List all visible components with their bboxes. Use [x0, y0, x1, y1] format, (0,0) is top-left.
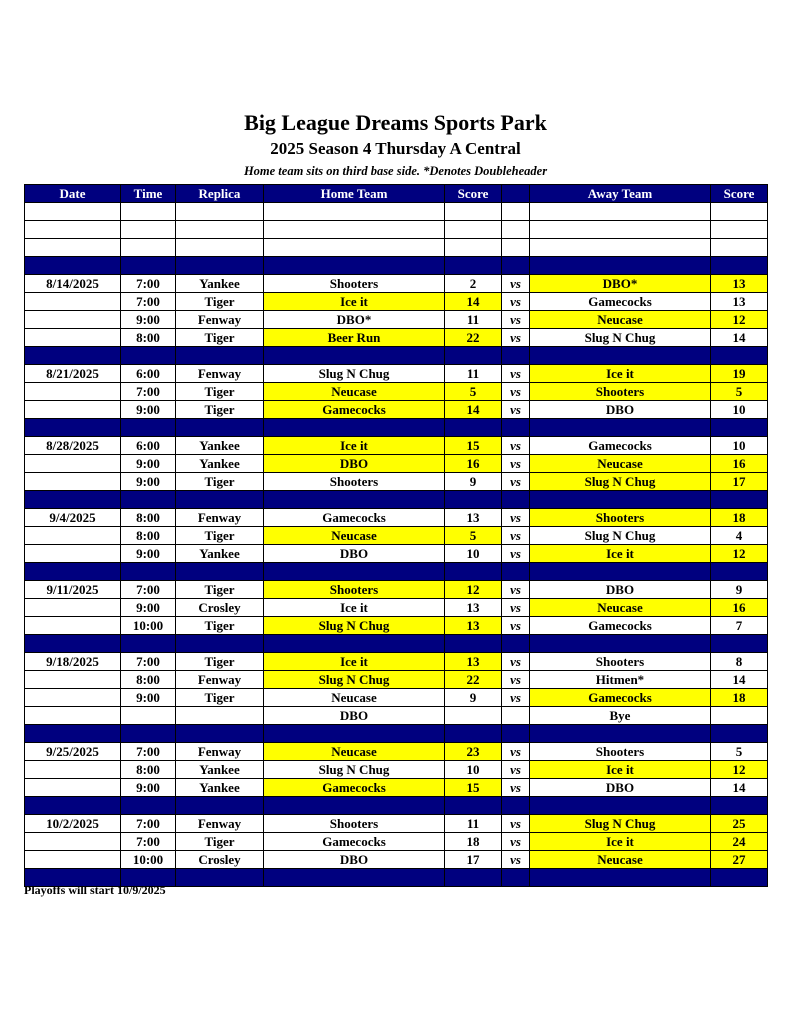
home-score: 13	[445, 599, 502, 617]
game-date-empty	[25, 617, 121, 635]
home-team: Neucase	[264, 383, 445, 401]
home-team: DBO*	[264, 311, 445, 329]
field-replica: Yankee	[176, 545, 264, 563]
away-score: 8	[711, 653, 768, 671]
game-time: 7:00	[121, 815, 176, 833]
vs-label: vs	[502, 527, 530, 545]
home-team: Slug N Chug	[264, 671, 445, 689]
game-date-empty	[25, 473, 121, 491]
away-team: DBO	[530, 779, 711, 797]
game-time: 8:00	[121, 329, 176, 347]
home-team: DBO	[264, 851, 445, 869]
page-title: Big League Dreams Sports Park	[244, 110, 547, 135]
away-score: 4	[711, 527, 768, 545]
field-replica: Tiger	[176, 383, 264, 401]
game-time: 10:00	[121, 617, 176, 635]
away-score: 12	[711, 545, 768, 563]
week-separator	[25, 491, 768, 509]
home-score: 22	[445, 329, 502, 347]
home-score: 16	[445, 455, 502, 473]
blank-row	[25, 221, 768, 239]
away-score: 16	[711, 455, 768, 473]
game-row	[25, 599, 768, 617]
game-row	[25, 617, 768, 635]
away-team: Hitmen*	[530, 671, 711, 689]
game-time: 7:00	[121, 293, 176, 311]
vs-label: vs	[502, 689, 530, 707]
game-date: 10/2/2025	[25, 815, 121, 833]
away-score: 24	[711, 833, 768, 851]
home-team: Ice it	[264, 437, 445, 455]
header-vs	[502, 185, 530, 203]
home-score: 18	[445, 833, 502, 851]
game-time: 6:00	[121, 365, 176, 383]
away-team: Gamecocks	[530, 293, 711, 311]
game-date-empty	[25, 671, 121, 689]
home-team: Ice it	[264, 599, 445, 617]
game-date-empty	[25, 401, 121, 419]
game-time	[121, 707, 176, 725]
away-score: 14	[711, 671, 768, 689]
vs-label: vs	[502, 365, 530, 383]
game-row	[25, 761, 768, 779]
game-date-empty	[25, 545, 121, 563]
game-time: 9:00	[121, 455, 176, 473]
game-time: 7:00	[121, 833, 176, 851]
home-team: Ice it	[264, 293, 445, 311]
game-row	[25, 815, 768, 833]
field-replica: Tiger	[176, 527, 264, 545]
away-score: 12	[711, 311, 768, 329]
field-replica: Yankee	[176, 275, 264, 293]
week-separator	[25, 419, 768, 437]
game-time: 10:00	[121, 851, 176, 869]
home-team: Neucase	[264, 743, 445, 761]
away-team: Neucase	[530, 851, 711, 869]
away-team: Shooters	[530, 383, 711, 401]
field-replica: Fenway	[176, 311, 264, 329]
field-replica: Fenway	[176, 815, 264, 833]
field-replica: Tiger	[176, 833, 264, 851]
away-score	[711, 707, 768, 725]
away-score: 14	[711, 329, 768, 347]
game-row	[25, 545, 768, 563]
game-date-empty	[25, 779, 121, 797]
vs-label: vs	[502, 329, 530, 347]
vs-label	[502, 707, 530, 725]
home-score: 15	[445, 437, 502, 455]
home-team: Ice it	[264, 653, 445, 671]
away-team: Ice it	[530, 761, 711, 779]
field-replica: Yankee	[176, 779, 264, 797]
away-score: 27	[711, 851, 768, 869]
home-team: Gamecocks	[264, 779, 445, 797]
game-date-empty	[25, 383, 121, 401]
game-row	[25, 401, 768, 419]
home-score	[445, 707, 502, 725]
field-replica: Fenway	[176, 365, 264, 383]
header-away-team: Away Team	[530, 185, 711, 203]
home-score: 11	[445, 815, 502, 833]
away-team: Slug N Chug	[530, 527, 711, 545]
game-time: 7:00	[121, 383, 176, 401]
away-score: 7	[711, 617, 768, 635]
game-date: 8/28/2025	[25, 437, 121, 455]
game-date-empty	[25, 761, 121, 779]
away-score: 10	[711, 437, 768, 455]
away-score: 19	[711, 365, 768, 383]
game-time: 9:00	[121, 599, 176, 617]
vs-label: vs	[502, 437, 530, 455]
away-score: 18	[711, 509, 768, 527]
home-score: 23	[445, 743, 502, 761]
home-score: 11	[445, 365, 502, 383]
game-date-empty	[25, 455, 121, 473]
vs-label: vs	[502, 293, 530, 311]
vs-label: vs	[502, 833, 530, 851]
away-team: Ice it	[530, 365, 711, 383]
vs-label: vs	[502, 761, 530, 779]
season-subtitle: 2025 Season 4 Thursday A Central	[270, 139, 521, 158]
schedule-table	[24, 184, 768, 887]
home-score: 9	[445, 473, 502, 491]
away-score: 12	[711, 761, 768, 779]
home-score: 2	[445, 275, 502, 293]
home-team: Slug N Chug	[264, 365, 445, 383]
vs-label: vs	[502, 581, 530, 599]
away-score: 9	[711, 581, 768, 599]
game-time: 9:00	[121, 689, 176, 707]
game-row	[25, 311, 768, 329]
field-replica: Fenway	[176, 509, 264, 527]
game-row	[25, 275, 768, 293]
game-row	[25, 293, 768, 311]
away-team: Shooters	[530, 509, 711, 527]
game-time: 8:00	[121, 509, 176, 527]
vs-label: vs	[502, 617, 530, 635]
game-row	[25, 653, 768, 671]
away-team: Slug N Chug	[530, 815, 711, 833]
game-date-empty	[25, 851, 121, 869]
home-team: Shooters	[264, 473, 445, 491]
away-score: 18	[711, 689, 768, 707]
home-score: 14	[445, 293, 502, 311]
field-replica: Tiger	[176, 689, 264, 707]
game-time: 9:00	[121, 473, 176, 491]
game-time: 9:00	[121, 311, 176, 329]
vs-label: vs	[502, 509, 530, 527]
header-home-score: Score	[445, 185, 502, 203]
schedule-note: Home team sits on third base side. *Denotes Doubleheader	[243, 164, 548, 178]
game-time: 7:00	[121, 653, 176, 671]
home-team: Shooters	[264, 581, 445, 599]
vs-label: vs	[502, 275, 530, 293]
home-team: DBO	[264, 455, 445, 473]
blank-row	[25, 239, 768, 257]
field-replica: Crosley	[176, 851, 264, 869]
week-separator	[25, 725, 768, 743]
away-score: 5	[711, 743, 768, 761]
home-score: 15	[445, 779, 502, 797]
game-time: 7:00	[121, 275, 176, 293]
game-time: 9:00	[121, 545, 176, 563]
home-team: Slug N Chug	[264, 761, 445, 779]
game-row	[25, 779, 768, 797]
away-team: Neucase	[530, 311, 711, 329]
vs-label: vs	[502, 401, 530, 419]
home-team: Slug N Chug	[264, 617, 445, 635]
away-team: Bye	[530, 707, 711, 725]
away-team: Neucase	[530, 455, 711, 473]
week-separator	[25, 797, 768, 815]
header-away-score: Score	[711, 185, 768, 203]
home-team: Gamecocks	[264, 509, 445, 527]
home-team: Gamecocks	[264, 833, 445, 851]
away-team: Slug N Chug	[530, 473, 711, 491]
game-time: 9:00	[121, 779, 176, 797]
game-date: 9/11/2025	[25, 581, 121, 599]
away-score: 17	[711, 473, 768, 491]
away-team: Gamecocks	[530, 689, 711, 707]
game-date: 8/14/2025	[25, 275, 121, 293]
home-score: 13	[445, 509, 502, 527]
game-row	[25, 329, 768, 347]
game-date-empty	[25, 689, 121, 707]
home-score: 10	[445, 761, 502, 779]
away-team: Shooters	[530, 743, 711, 761]
game-row	[25, 473, 768, 491]
vs-label: vs	[502, 383, 530, 401]
away-score: 25	[711, 815, 768, 833]
away-team: DBO*	[530, 275, 711, 293]
field-replica	[176, 707, 264, 725]
field-replica: Tiger	[176, 617, 264, 635]
home-team: Neucase	[264, 527, 445, 545]
away-score: 13	[711, 293, 768, 311]
away-score: 10	[711, 401, 768, 419]
schedule-body	[25, 203, 768, 887]
game-date-empty	[25, 599, 121, 617]
field-replica: Yankee	[176, 455, 264, 473]
game-row	[25, 455, 768, 473]
away-team: Slug N Chug	[530, 329, 711, 347]
home-score: 5	[445, 527, 502, 545]
home-score: 13	[445, 617, 502, 635]
away-score: 5	[711, 383, 768, 401]
field-replica: Tiger	[176, 329, 264, 347]
header-row	[25, 185, 768, 203]
home-score: 13	[445, 653, 502, 671]
header-time: Time	[121, 185, 176, 203]
away-team: Ice it	[530, 833, 711, 851]
game-date: 9/25/2025	[25, 743, 121, 761]
vs-label: vs	[502, 815, 530, 833]
game-date: 9/18/2025	[25, 653, 121, 671]
game-row	[25, 527, 768, 545]
vs-label: vs	[502, 473, 530, 491]
game-time: 8:00	[121, 671, 176, 689]
header-date: Date	[25, 185, 121, 203]
field-replica: Yankee	[176, 437, 264, 455]
field-replica: Tiger	[176, 653, 264, 671]
home-score: 9	[445, 689, 502, 707]
game-row	[25, 437, 768, 455]
away-team: DBO	[530, 581, 711, 599]
game-time: 6:00	[121, 437, 176, 455]
game-date: 9/4/2025	[25, 509, 121, 527]
field-replica: Tiger	[176, 293, 264, 311]
home-team: Neucase	[264, 689, 445, 707]
home-score: 22	[445, 671, 502, 689]
away-team: Shooters	[530, 653, 711, 671]
vs-label: vs	[502, 599, 530, 617]
away-score: 13	[711, 275, 768, 293]
game-time: 8:00	[121, 761, 176, 779]
home-score: 14	[445, 401, 502, 419]
home-score: 5	[445, 383, 502, 401]
blank-row	[25, 203, 768, 221]
game-row	[25, 365, 768, 383]
vs-label: vs	[502, 671, 530, 689]
home-score: 12	[445, 581, 502, 599]
field-replica: Fenway	[176, 743, 264, 761]
game-row	[25, 851, 768, 869]
vs-label: vs	[502, 545, 530, 563]
home-team: DBO	[264, 707, 445, 725]
game-row	[25, 671, 768, 689]
game-date-empty	[25, 329, 121, 347]
game-time: 7:00	[121, 743, 176, 761]
home-team: DBO	[264, 545, 445, 563]
home-team: Gamecocks	[264, 401, 445, 419]
vs-label: vs	[502, 311, 530, 329]
week-separator	[25, 257, 768, 275]
vs-label: vs	[502, 455, 530, 473]
field-replica: Tiger	[176, 473, 264, 491]
away-score: 14	[711, 779, 768, 797]
game-date-empty	[25, 311, 121, 329]
away-team: Neucase	[530, 599, 711, 617]
field-replica: Yankee	[176, 761, 264, 779]
week-separator	[25, 347, 768, 365]
game-row	[25, 743, 768, 761]
field-replica: Fenway	[176, 671, 264, 689]
away-team: Gamecocks	[530, 437, 711, 455]
game-time: 7:00	[121, 581, 176, 599]
home-team: Shooters	[264, 275, 445, 293]
away-score: 16	[711, 599, 768, 617]
game-time: 8:00	[121, 527, 176, 545]
game-date-empty	[25, 833, 121, 851]
week-separator	[25, 635, 768, 653]
playoffs-footnote: Playoffs will start 10/9/2025	[24, 883, 166, 897]
game-row	[25, 689, 768, 707]
game-row	[25, 833, 768, 851]
header-replica: Replica	[176, 185, 264, 203]
game-row	[25, 383, 768, 401]
week-separator	[25, 563, 768, 581]
game-date-empty	[25, 293, 121, 311]
game-date-empty	[25, 527, 121, 545]
away-team: Gamecocks	[530, 617, 711, 635]
home-team: Shooters	[264, 815, 445, 833]
vs-label: vs	[502, 743, 530, 761]
home-score: 10	[445, 545, 502, 563]
game-row	[25, 707, 768, 725]
home-score: 17	[445, 851, 502, 869]
game-time: 9:00	[121, 401, 176, 419]
header-home-team: Home Team	[264, 185, 445, 203]
vs-label: vs	[502, 653, 530, 671]
game-row	[25, 581, 768, 599]
vs-label: vs	[502, 851, 530, 869]
field-replica: Tiger	[176, 581, 264, 599]
away-team: DBO	[530, 401, 711, 419]
field-replica: Tiger	[176, 401, 264, 419]
game-date-empty	[25, 707, 121, 725]
vs-label: vs	[502, 779, 530, 797]
away-team: Ice it	[530, 545, 711, 563]
game-row	[25, 509, 768, 527]
field-replica: Crosley	[176, 599, 264, 617]
home-team: Beer Run	[264, 329, 445, 347]
home-score: 11	[445, 311, 502, 329]
game-date: 8/21/2025	[25, 365, 121, 383]
